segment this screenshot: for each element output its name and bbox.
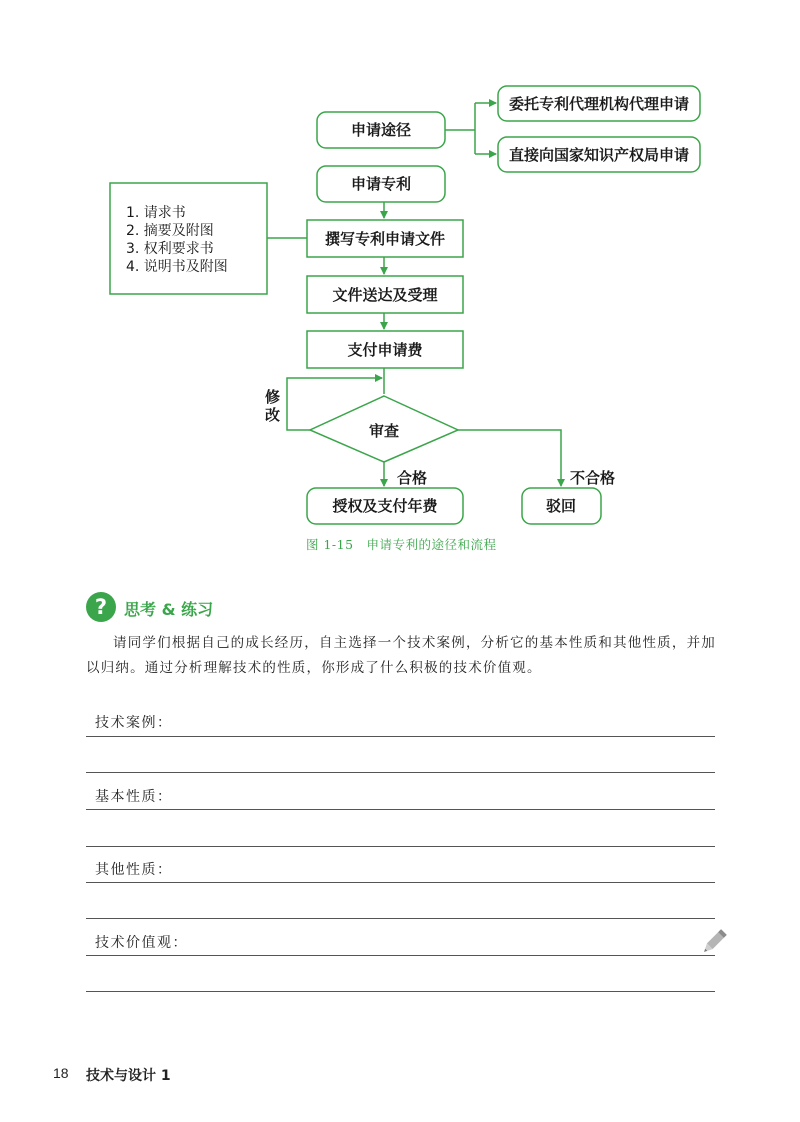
exercise-paragraph — [86, 631, 716, 681]
field-label-value: 技术价值观： — [95, 935, 188, 951]
answer-line — [86, 809, 715, 810]
step-draft-label: 撰写专利申请文件 — [324, 230, 446, 248]
result-grant-label: 授权及支付年费 — [332, 497, 438, 515]
answer-line — [86, 772, 715, 773]
revise-label-2: 改 — [265, 406, 281, 424]
document-item: 4. 说明书及附图 — [126, 259, 228, 275]
review-decision — [310, 396, 458, 462]
page-number: 18 — [53, 1065, 69, 1081]
answer-line — [86, 882, 715, 883]
step-fee-label: 支付申请费 — [347, 341, 423, 359]
document-item: 2. 摘要及附图 — [126, 223, 214, 239]
patent-flowchart — [0, 0, 800, 560]
step-accept-label: 文件送达及受理 — [332, 286, 438, 304]
route-box — [317, 112, 445, 148]
field-label-case: 技术案例： — [95, 715, 173, 731]
result-reject-label: 驳回 — [545, 497, 577, 515]
route-option-direct — [498, 137, 700, 172]
route-option-2: 直接向国家知识产权局申请 — [508, 146, 690, 164]
step-fee — [307, 331, 463, 368]
step-apply — [317, 166, 445, 202]
answer-line — [86, 736, 715, 737]
fail-label: 不合格 — [570, 469, 616, 487]
step-accept — [307, 276, 463, 313]
pencil-icon — [698, 926, 730, 958]
step-apply-label: 申请专利 — [350, 175, 412, 193]
documents-box — [110, 183, 267, 294]
document-item: 1. 请求书 — [126, 205, 186, 221]
book-title: 技术与设计 1 — [86, 1068, 171, 1084]
route-option-agency — [498, 86, 700, 121]
question-icon: ? — [86, 592, 116, 622]
answer-line — [86, 918, 715, 919]
answer-line — [86, 955, 715, 956]
route-connectors — [445, 103, 496, 154]
step-draft — [307, 220, 463, 257]
route-label: 申请途径 — [350, 121, 412, 139]
figure-caption: 图 1-15 申请专利的途径和流程 — [306, 537, 497, 552]
result-grant — [307, 488, 463, 524]
result-reject — [522, 488, 601, 524]
pass-label: 合格 — [397, 469, 428, 487]
route-option-1: 委托专利代理机构代理申请 — [508, 95, 690, 113]
exercise-title: 思考 & 练习 — [124, 600, 214, 619]
answer-line — [86, 991, 715, 992]
field-label-basic: 基本性质： — [95, 789, 173, 805]
review-label: 审查 — [368, 422, 400, 440]
document-item: 3. 权利要求书 — [126, 241, 214, 257]
answer-line — [86, 846, 715, 847]
exercise-paragraph-text: 请同学们根据自己的成长经历，自主选择一个技术案例，分析它的基本性质和其他性质，并加以归纳。通过分析理解技术的性质，你形成了什么积极的技术价值观。 — [86, 635, 716, 676]
revise-label-1: 修 — [265, 388, 281, 406]
field-label-other: 其他性质： — [95, 862, 173, 878]
